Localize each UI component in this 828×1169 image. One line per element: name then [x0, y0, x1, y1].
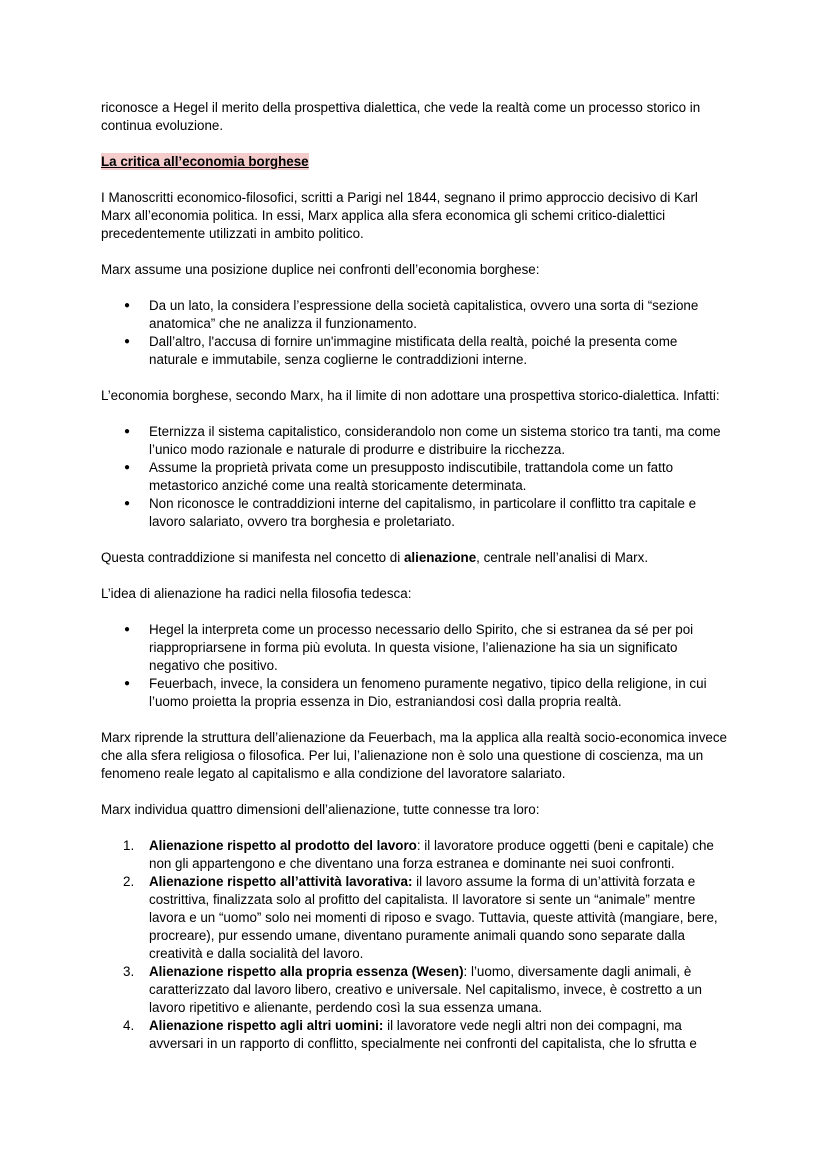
paragraph-manoscritti: I Manoscritti economico-filosofici, scritti a Parigi nel 1844, segnano il primo approccio decisivo di Karl Marx all’economia politica. In essi, Marx applica alla sfera economica gli schemi critico-dialettici precedentemente utilizzati in ambito politico.: [101, 190, 698, 241]
list-item: ● Hegel la interpreta come un processo necessario dello Spirito, che si estranea da sé per poi riappropriarsene in forma più evoluta. In questa visione, l’alienazione ha sia un significato negativo che positivo.: [124, 622, 694, 673]
list-item: ● Dall’altro, l'accusa di fornire un'immagine mistificata della realtà, poiché la presenta come naturale e immutabile, senza coglierne le contraddizioni interne.: [124, 334, 678, 367]
bullet-icon: ●: [124, 498, 131, 509]
paragraph-quattro-dimensioni: Marx individua quattro dimensioni dell’alienazione, tutte connesse tra loro:: [101, 802, 540, 817]
list-item: ● Assume la proprietà privata come un presupposto indiscutibile, trattandola come un fatto metastorico anziché come una realtà storicamente determinata.: [124, 460, 674, 493]
list-item: ● Eternizza il sistema capitalistico, considerandolo non come un sistema storico tra tanti, ma come l’unico modo razionale e naturale di produrre e distribuire la ricchezza.: [124, 424, 721, 457]
bullet-icon: ●: [124, 678, 131, 689]
list-item: ● Da un lato, la considera l’espressione della società capitalistica, ovvero una sorta di “sezione anatomica” che ne analizza il funzionamento.: [124, 298, 699, 331]
bullet-icon: ●: [124, 462, 131, 473]
list-item: 3. Alienazione rispetto alla propria essenza (Wesen): l’uomo, diversamente dagli animali, è caratterizzato dal lavoro libero, creativo e universale. Nel capitalismo, invece, è costretto a un lavoro ripetitivo e alienante, perdendo così la sua essenza umana.: [123, 964, 703, 1015]
section-heading: La critica all’economia borghese: [101, 154, 309, 169]
paragraph-contraddizione: Questa contraddizione si manifesta nel concetto di alienazione, centrale nell’analisi di Marx.: [101, 550, 649, 565]
list-item: ● Feuerbach, invece, la considera un fenomeno puramente negativo, tipico della religione, in cui l’uomo proietta la propria essenza in Dio, estraniandosi così dalla propria realtà.: [124, 676, 707, 709]
bullet-icon: ●: [124, 336, 131, 347]
list-item: ● Non riconosce le contraddizioni interne del capitalismo, in particolare il conflitto tra capitale e lavoro salariato, ovvero tra borghesia e proletariato.: [124, 496, 697, 529]
list-item: 2. Alienazione rispetto all’attività lavorativa: il lavoro assume la forma di un’attività forzata e costrittiva, finalizzata solo al profitto del capitalista. Il lavoratore si sente un “animale” mentre lavora e un “uomo” solo nei momenti di riposo e svago. Tuttavia, queste attività (mangiare, bere, procreare), pur essendo umane, diventano puramente animali quando sono separate dalla creatività e dalla socialità del lavoro.: [123, 874, 718, 961]
list-item: 4. Alienazione rispetto agli altri uomini: il lavoratore vede negli altri non dei compagni, ma avversari in un rapporto di conflitto, specialmente nei confronti del capitalista, che lo sfrutta e: [123, 1018, 697, 1051]
numbered-list-dimensioni: [101, 837, 728, 1053]
intro-paragraph: riconosce a Hegel il merito della prospettiva dialettica, che vede la realtà come un processo storico in continua evoluzione.: [101, 100, 701, 133]
section-heading-row: [101, 153, 728, 171]
bullet-icon: ●: [124, 300, 131, 311]
bullet-list-posizione: [101, 297, 728, 369]
bullet-list-radici: [101, 621, 728, 711]
paragraph-posizione-duplice: Marx assume una posizione duplice nei confronti dell’economia borghese:: [101, 262, 540, 277]
paragraph-limite: L’economia borghese, secondo Marx, ha il limite di non adottare una prospettiva storico-dialettica. Infatti:: [101, 388, 720, 403]
bullet-list-limiti: [101, 423, 728, 531]
paragraph-marx-riprende: Marx riprende la struttura dell’alienazione da Feuerbach, ma la applica alla realtà socio-economica invece che alla sfera religiosa o filosofica. Per lui, l’alienazione non è solo una questione di coscienza, ma un fenomeno reale legato al capitalismo e alla condizione del lavoratore salariato.: [101, 730, 727, 781]
bullet-icon: ●: [124, 426, 131, 437]
list-item: 1. Alienazione rispetto al prodotto del lavoro: il lavoratore produce oggetti (beni e capitale) che non gli appartengono e che diventano una forza estranea e dominante nei suoi confronti.: [123, 838, 714, 871]
bullet-icon: ●: [124, 624, 131, 635]
paragraph-radici: L’idea di alienazione ha radici nella filosofia tedesca:: [101, 586, 412, 601]
alienazione-term: alienazione: [403, 550, 477, 565]
